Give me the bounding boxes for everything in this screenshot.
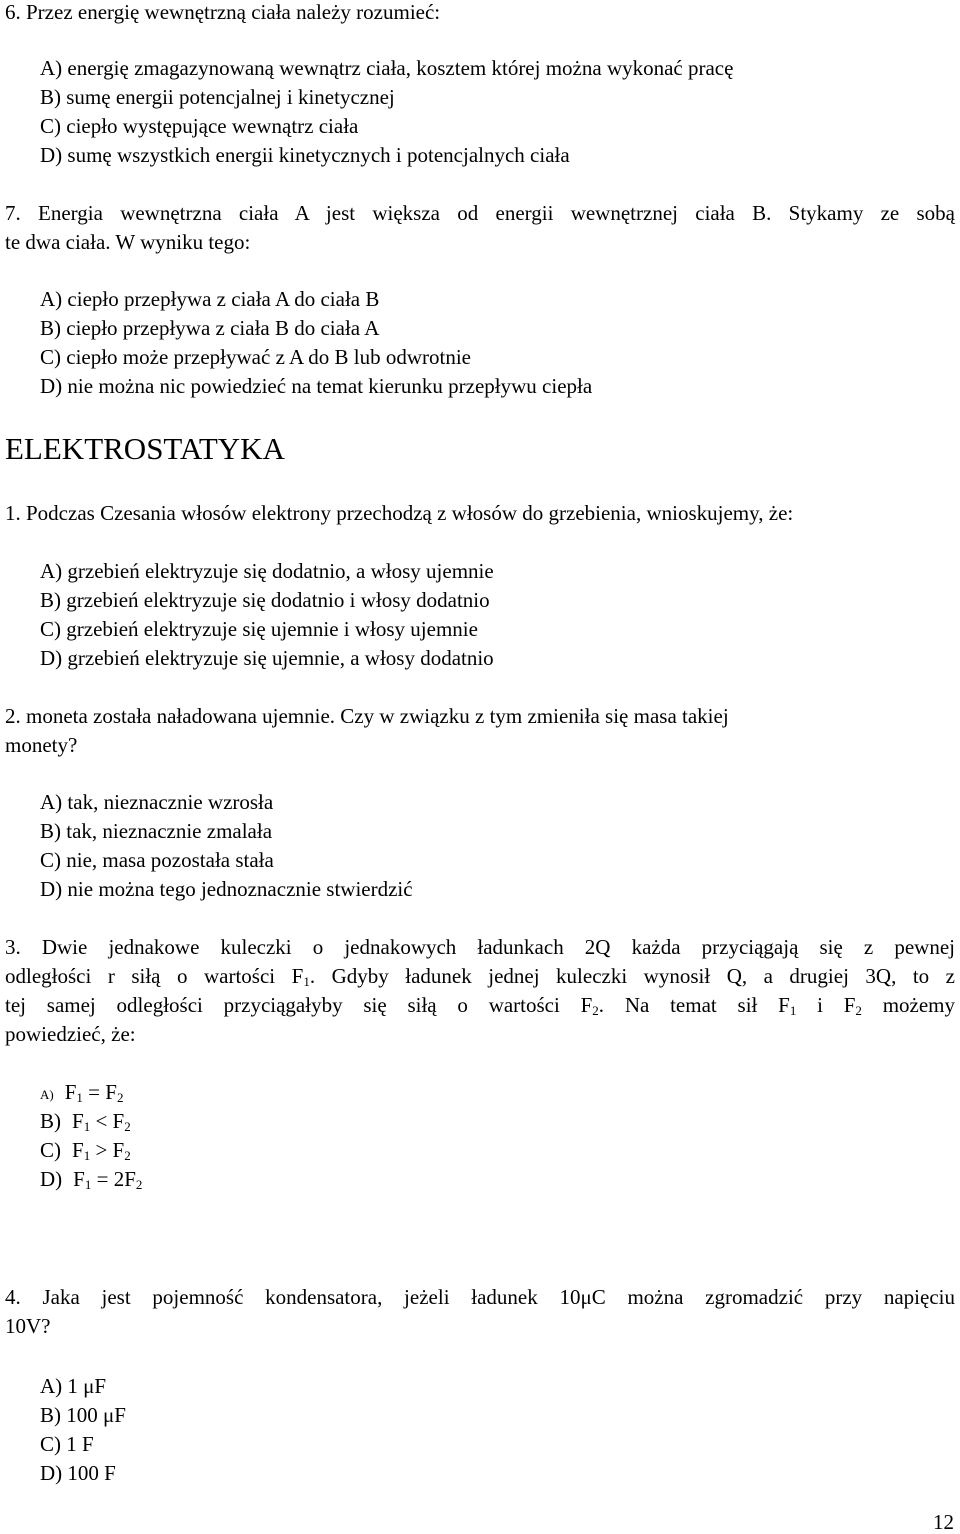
page-number: 12 — [933, 1510, 954, 1534]
electrostatics-question-4-option-b: B) 100 μF — [40, 1403, 126, 1427]
question-6-option-c: C) ciepło występujące wewnątrz ciała — [40, 114, 359, 138]
question-7-option-b: B) ciepło przepływa z ciała B do ciała A — [40, 316, 380, 340]
electrostatics-question-4-option-d: D) 100 F — [40, 1461, 116, 1485]
electrostatics-question-1-option-d: D) grzebień elektryzuje się ujemnie, a włosy dodatnio — [40, 646, 494, 670]
question-6-option-a: A) energię zmagazynowaną wewnątrz ciała, kosztem której można wykonać pracę — [40, 56, 734, 80]
electrostatics-question-3-option-d: D) $F_1 = 2F_2$ — [40, 1167, 143, 1192]
electrostatics-question-4-option-c: C) 1 F — [40, 1432, 94, 1456]
electrostatics-question-1-option-c: C) grzebień elektryzuje się ujemnie i włosy ujemnie — [40, 617, 478, 641]
electrostatics-question-4-line-1: 4. Jaka jest pojemność kondensatora, jeżeli ładunek 10μC można zgromadzić przy napięciu — [5, 1285, 955, 1309]
electrostatics-question-3-option-c: C) $F_1 > F_2$ — [40, 1138, 131, 1163]
electrostatics-question-2-option-b: B) tak, nieznacznie zmalała — [40, 819, 273, 843]
electrostatics-question-3-line-4: powiedzieć, że: — [5, 1022, 136, 1046]
question-6-option-b: B) sumę energii potencjalnej i kinetycznej — [40, 85, 395, 109]
electrostatics-question-2-option-a: A) tak, nieznacznie wzrosła — [40, 790, 274, 814]
electrostatics-question-3-option-b: B) $F_1 < F_2$ — [40, 1109, 131, 1134]
electrostatics-question-2-option-d: D) nie można tego jednoznacznie stwierdzić — [40, 877, 413, 901]
section-heading: ELEKTROSTATYKA — [5, 431, 285, 466]
electrostatics-question-4-option-a: A) 1 μF — [40, 1374, 107, 1398]
question-7-option-c: C) ciepło może przepływać z A do B lub odwrotnie — [40, 345, 471, 369]
question-6-option-d: D) sumę wszystkich energii kinetycznych i potencjalnych ciała — [40, 143, 570, 167]
electrostatics-question-1-text: 1. Podczas Czesania włosów elektrony przechodzą z włosów do grzebienia, wnioskujemy, że: — [5, 501, 794, 525]
electrostatics-question-3-line-2: odległości r siłą o wartości $F_1$. Gdyby ładunek jednej kuleczki wynosił Q, a drugiej 3Q, to z — [5, 964, 956, 989]
question-7-option-d: D) nie można nic powiedzieć na temat kierunku przepływu ciepła — [40, 374, 593, 398]
electrostatics-question-1-option-a: A) grzebień elektryzuje się dodatnio, a włosy ujemnie — [40, 559, 494, 583]
question-7-line-2: te dwa ciała. W wyniku tego: — [5, 230, 251, 254]
electrostatics-question-4-line-2: 10V? — [5, 1314, 51, 1338]
question-7-line-1: 7. Energia wewnętrzna ciała A jest większa od energii wewnętrznej ciała B. Stykamy ze sobą — [5, 201, 955, 225]
electrostatics-question-2-line-2: monety? — [5, 733, 78, 757]
electrostatics-question-2-line-1: 2. moneta została naładowana ujemnie. Czy w związku z tym zmieniła się masa takiej — [5, 704, 729, 728]
question-6-text: 6. Przez energię wewnętrzną ciała należy rozumieć: — [5, 0, 441, 24]
electrostatics-question-1-option-b: B) grzebień elektryzuje się dodatnio i włosy dodatnio — [40, 588, 490, 612]
question-7-option-a: A) ciepło przepływa z ciała A do ciała B — [40, 287, 380, 311]
electrostatics-question-2-option-c: C) nie, masa pozostała stała — [40, 848, 274, 872]
electrostatics-question-3-option-a: A) $F_1 = F_2$ — [40, 1080, 124, 1105]
electrostatics-question-3-line-1: 3. Dwie jednakowe kuleczki o jednakowych ładunkach 2Q każda przyciągają się z pewnej — [5, 935, 955, 959]
electrostatics-question-3-line-3: tej samej odległości przyciągałyby się siłą o wartości $F_2$. Na temat sił $F_1$ i $F_2$ możemy — [5, 993, 955, 1018]
